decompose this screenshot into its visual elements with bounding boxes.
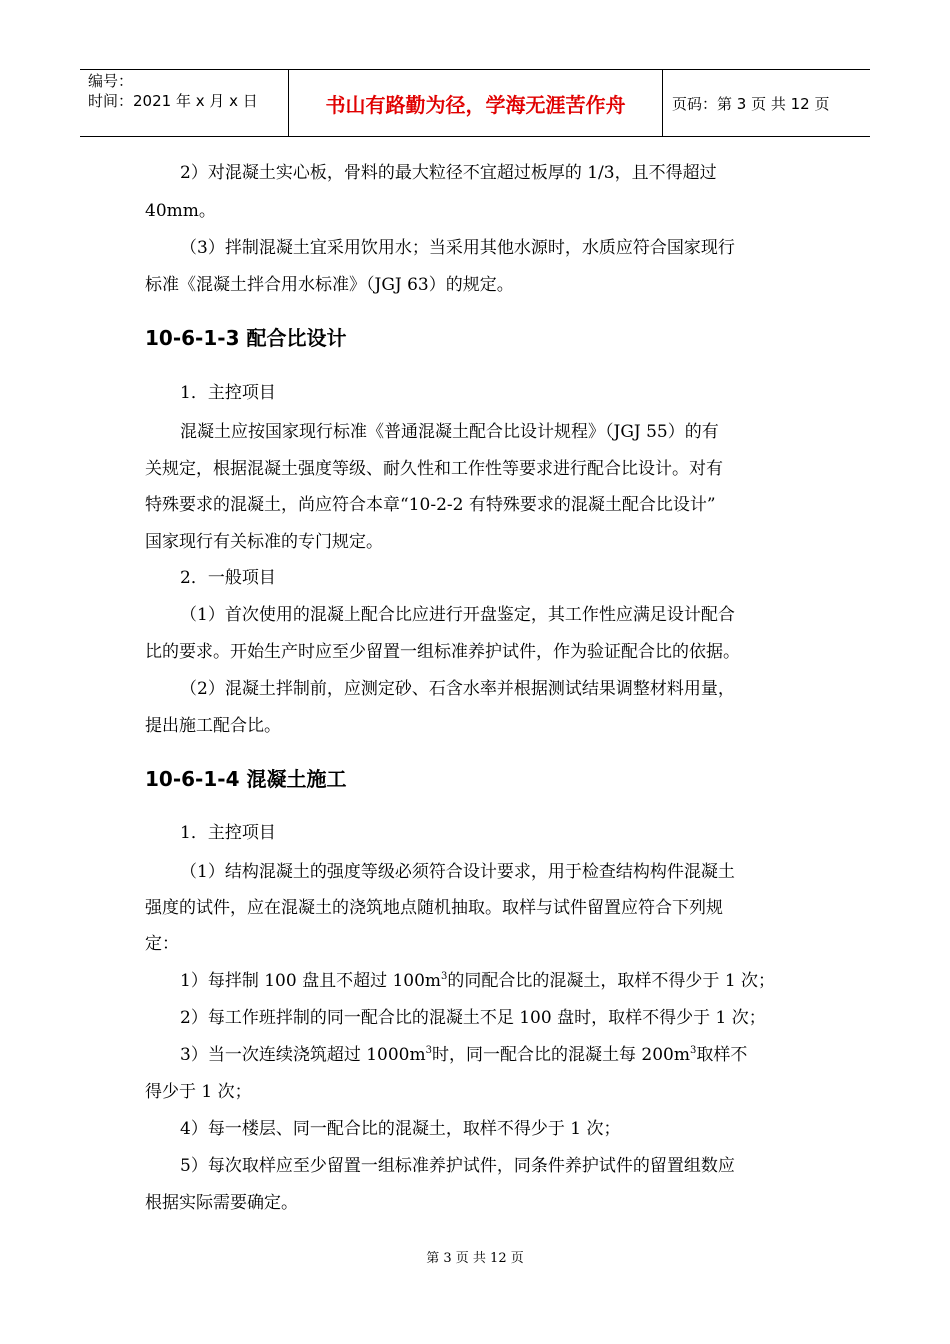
- paragraph-line: 特殊要求的混凝土，尚应符合本章“10-2-2 有特殊要求的混凝土配合比设计”: [145, 495, 716, 515]
- subsection-title: 1．主控项目: [180, 823, 276, 843]
- list-item: 5）每次取样应至少留置一组标准养护试件，同条件养护试件的留置组数应: [180, 1156, 735, 1176]
- list-item-text: 时，同一配合比的混凝土每 200m: [431, 1045, 690, 1065]
- paragraph-line: （1）首次使用的混凝上配合比应进行开盘鉴定，其工作性应满足设计配合: [180, 605, 735, 625]
- paragraph-line: 强度的试件，应在混凝土的浇筑地点随机抽取。取样与试件留置应符合下列规: [145, 898, 723, 918]
- subsection-title: 1．主控项目: [180, 383, 276, 403]
- paragraph-line: （1）结构混凝土的强度等级必须符合设计要求，用于检查结构构件混凝土: [180, 862, 735, 882]
- list-item: [180, 966, 775, 991]
- paragraph-line: 提出施工配合比。: [145, 716, 281, 736]
- list-item-text: 的同配合比的混凝土，取样不得少于 1 次；: [447, 971, 776, 991]
- paragraph-line: 标准《混凝土拌合用水标准》（JGJ 63）的规定。: [145, 275, 514, 295]
- paragraph-line: （2）混凝土拌制前，应测定砂、石含水率并根据测试结果调整材料用量，: [180, 679, 735, 699]
- page-header: [80, 69, 870, 137]
- paragraph-line: 比的要求。开始生产时应至少留置一组标准养护试件，作为验证配合比的依据。: [145, 642, 740, 662]
- superscript: 3: [689, 1045, 697, 1056]
- list-item: 2）每工作班拌制的同一配合比的混凝土不足 100 盘时，取样不得少于 1 次；: [180, 1008, 766, 1028]
- time-label: 时间：2021 年 x 月 x 日: [88, 92, 258, 110]
- list-item-continuation: 得少于 1 次；: [145, 1082, 252, 1102]
- subsection-title: 2．一般项目: [180, 568, 276, 588]
- paragraph-line: 混凝土应按国家现行标准《普通混凝土配合比设计规程》（JGJ 55）的有: [180, 422, 719, 442]
- superscript: 3: [425, 1045, 432, 1056]
- section-heading: 10-6-1-4 混凝土施工: [145, 767, 347, 791]
- list-item: 4）每一楼层、同一配合比的混凝土，取样不得少于 1 次；: [180, 1119, 621, 1139]
- list-item-text: 3）当一次连续浇筑超过 1000m: [180, 1045, 426, 1065]
- list-item-text: 取样不: [696, 1045, 748, 1065]
- paragraph-line: 国家现行有关标准的专门规定。: [145, 532, 383, 552]
- section-heading: 10-6-1-3 配合比设计: [145, 326, 347, 350]
- header-page-label: 页码：第 3 页 共 12 页: [672, 94, 830, 113]
- list-item-text: 1）每拌制 100 盘且不超过 100m: [180, 971, 442, 991]
- paragraph-line: （3）拌制混凝土宜采用饮用水；当采用其他水源时，水质应符合国家现行: [180, 238, 735, 258]
- paragraph-line: 40mm。: [145, 201, 216, 221]
- superscript: 3: [441, 971, 448, 982]
- paragraph-line: 2）对混凝土实心板，骨料的最大粒径不宜超过板厚的 1/3，且不得超过: [180, 163, 717, 183]
- page-footer: 第 3 页 共 12 页: [426, 1251, 524, 1266]
- list-item-continuation: 根据实际需要确定。: [145, 1193, 298, 1213]
- header-meta: [80, 70, 289, 136]
- number-label: 编号：: [88, 72, 134, 90]
- list-item: [180, 1040, 747, 1065]
- paragraph-line: 定：: [145, 934, 179, 954]
- header-motto: 书山有路勤为径，学海无涯苦作舟: [289, 70, 663, 136]
- paragraph-line: 关规定，根据混凝土强度等级、耐久性和工作性等要求进行配合比设计。对有: [145, 459, 723, 479]
